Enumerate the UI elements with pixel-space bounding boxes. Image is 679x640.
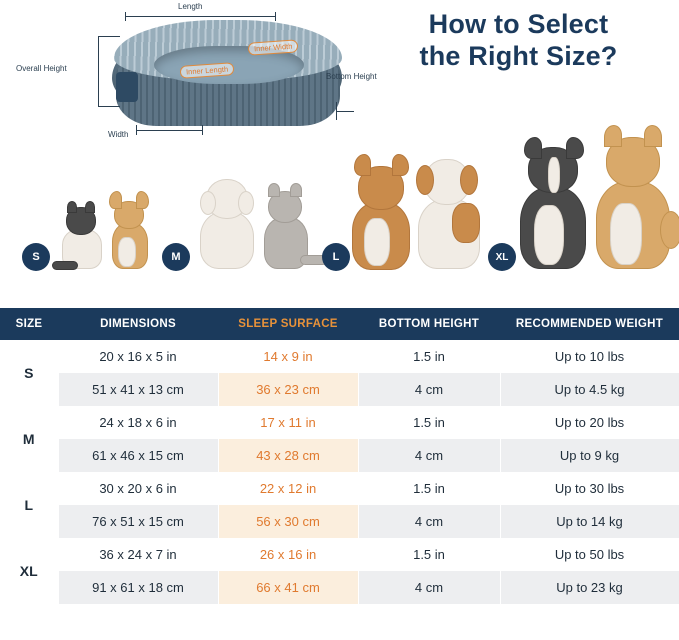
- poodle-ear-left: [200, 191, 216, 215]
- overall-height-line: [98, 36, 99, 106]
- size-badge-l: L: [322, 243, 350, 271]
- size-badge-s: S: [22, 243, 50, 271]
- cell-size-s: S: [0, 340, 58, 406]
- table-row: [0, 340, 679, 373]
- cat-ear-left: [67, 201, 77, 213]
- label-overall-height: Overall Height: [16, 64, 67, 73]
- animal-chihuahua: [104, 189, 158, 271]
- pet-size-groups: [0, 135, 679, 285]
- size-badge-xl: XL: [488, 243, 516, 271]
- dog-ear-left: [109, 191, 122, 209]
- cell-bottom-l-cm: 4 cm: [358, 505, 500, 538]
- cell-dimensions-l-in: 30 x 20 x 6 in: [58, 472, 218, 505]
- column-header-size: SIZE: [0, 308, 58, 340]
- collie-blaze: [548, 157, 560, 193]
- cell-weight-xl-cm: Up to 23 kg: [500, 571, 679, 604]
- cell-bottom-m-in: 1.5 in: [358, 406, 500, 439]
- overall-height-lead: [98, 36, 120, 37]
- cell-dimensions-xl-in: 36 x 24 x 7 in: [58, 538, 218, 571]
- column-header-recommended-weight: RECOMMENDED WEIGHT: [500, 308, 679, 340]
- cell-weight-s-cm: Up to 4.5 kg: [500, 373, 679, 406]
- bed-diagram: [16, 2, 398, 146]
- illustration-area: [0, 0, 679, 300]
- beagle-patch: [452, 203, 480, 243]
- akita-ear-right: [644, 125, 662, 147]
- cell-bottom-m-cm: 4 cm: [358, 439, 500, 472]
- length-dim-line: [125, 16, 275, 17]
- cell-bottom-xl-cm: 4 cm: [358, 571, 500, 604]
- table-header-row: [0, 308, 679, 340]
- bottom-height-lead: [336, 111, 354, 112]
- animal-akita: [584, 133, 679, 271]
- cat-tail: [52, 261, 78, 270]
- cell-sleep-m-in: 17 x 11 in: [218, 406, 358, 439]
- animal-beagle: [408, 151, 492, 271]
- table-row: [0, 472, 679, 505]
- cell-dimensions-m-in: 24 x 18 x 6 in: [58, 406, 218, 439]
- cell-sleep-l-in: 22 x 12 in: [218, 472, 358, 505]
- table-row: [0, 538, 679, 571]
- table-row: [0, 406, 679, 439]
- cell-weight-s-in: Up to 10 lbs: [500, 340, 679, 373]
- cell-sleep-xl-cm: 66 x 41 cm: [218, 571, 358, 604]
- cell-weight-m-cm: Up to 9 kg: [500, 439, 679, 472]
- width-tick-right: [202, 125, 203, 135]
- corgi-ear-left: [354, 154, 371, 176]
- cat2-ear-right: [290, 183, 302, 197]
- akita-chest: [610, 203, 642, 265]
- label-width: Width: [108, 130, 129, 139]
- akita-ear-left: [604, 125, 622, 147]
- poodle-ear-right: [238, 191, 254, 215]
- collie-ear-left: [524, 137, 542, 159]
- length-tick-right: [275, 12, 276, 21]
- cat-ear-right: [85, 201, 95, 213]
- pet-group-xlarge: [488, 126, 674, 271]
- column-header-dimensions: DIMENSIONS: [58, 308, 218, 340]
- cell-dimensions-s-in: 20 x 16 x 5 in: [58, 340, 218, 373]
- cell-size-l: L: [0, 472, 58, 538]
- size-table-wrapper: [0, 308, 679, 604]
- label-inner-length: Inner Length: [180, 62, 235, 79]
- cell-weight-m-in: Up to 20 lbs: [500, 406, 679, 439]
- label-bottom-height: Bottom Height: [326, 72, 377, 81]
- label-length: Length: [178, 2, 203, 11]
- cell-bottom-l-in: 1.5 in: [358, 472, 500, 505]
- page-title: [376, 8, 661, 73]
- animal-poodle: [192, 173, 264, 271]
- page-title-line-1: How to Select: [428, 9, 609, 39]
- dog-ear-right: [136, 191, 149, 209]
- column-header-sleep-surface: SLEEP SURFACE: [218, 308, 358, 340]
- cell-sleep-l-cm: 56 x 30 cm: [218, 505, 358, 538]
- cell-dimensions-s-cm: 51 x 41 x 13 cm: [58, 373, 218, 406]
- table-row: [0, 571, 679, 604]
- cell-bottom-s-cm: 4 cm: [358, 373, 500, 406]
- cell-sleep-xl-in: 26 x 16 in: [218, 538, 358, 571]
- table-row: [0, 505, 679, 538]
- overall-height-lead2: [98, 106, 120, 107]
- cell-sleep-s-in: 14 x 9 in: [218, 340, 358, 373]
- dog-chest: [118, 237, 136, 267]
- cell-weight-l-in: Up to 30 lbs: [500, 472, 679, 505]
- cell-dimensions-m-cm: 61 x 46 x 15 cm: [58, 439, 218, 472]
- label-inner-width: Inner Width: [248, 39, 299, 55]
- table-row: [0, 439, 679, 472]
- length-tick-left: [125, 12, 126, 21]
- beagle-ear-right: [460, 165, 478, 195]
- pet-group-small: [22, 161, 172, 271]
- table-body: [0, 340, 679, 604]
- pet-group-medium: [162, 151, 322, 271]
- width-tick-left: [136, 125, 137, 135]
- cell-bottom-xl-in: 1.5 in: [358, 538, 500, 571]
- cell-sleep-m-cm: 43 x 28 cm: [218, 439, 358, 472]
- corgi-chest: [364, 218, 390, 266]
- bed-side-tag: [116, 72, 138, 102]
- cell-size-m: M: [0, 406, 58, 472]
- collie-chest: [534, 205, 564, 265]
- beagle-ear-left: [416, 165, 434, 195]
- poodle-body: [200, 211, 254, 269]
- width-dim-line: [136, 130, 202, 131]
- column-header-bottom-height: BOTTOM HEIGHT: [358, 308, 500, 340]
- cell-size-xl: XL: [0, 538, 58, 604]
- animal-cat-medium: [256, 183, 318, 271]
- size-table: [0, 308, 679, 604]
- cell-dimensions-l-cm: 76 x 51 x 15 cm: [58, 505, 218, 538]
- cell-weight-xl-in: Up to 50 lbs: [500, 538, 679, 571]
- akita-tail: [660, 211, 679, 249]
- page-title-line-2: the Right Size?: [419, 41, 618, 72]
- pet-group-large: [322, 136, 492, 271]
- cell-sleep-s-cm: 36 x 23 cm: [218, 373, 358, 406]
- corgi-ear-right: [392, 154, 409, 176]
- cell-weight-l-cm: Up to 14 kg: [500, 505, 679, 538]
- collie-ear-right: [566, 137, 584, 159]
- table-header: [0, 308, 679, 340]
- size-badge-m: M: [162, 243, 190, 271]
- cell-bottom-s-in: 1.5 in: [358, 340, 500, 373]
- cat2-ear-left: [268, 183, 280, 197]
- cell-dimensions-xl-cm: 91 x 61 x 18 cm: [58, 571, 218, 604]
- table-row: [0, 373, 679, 406]
